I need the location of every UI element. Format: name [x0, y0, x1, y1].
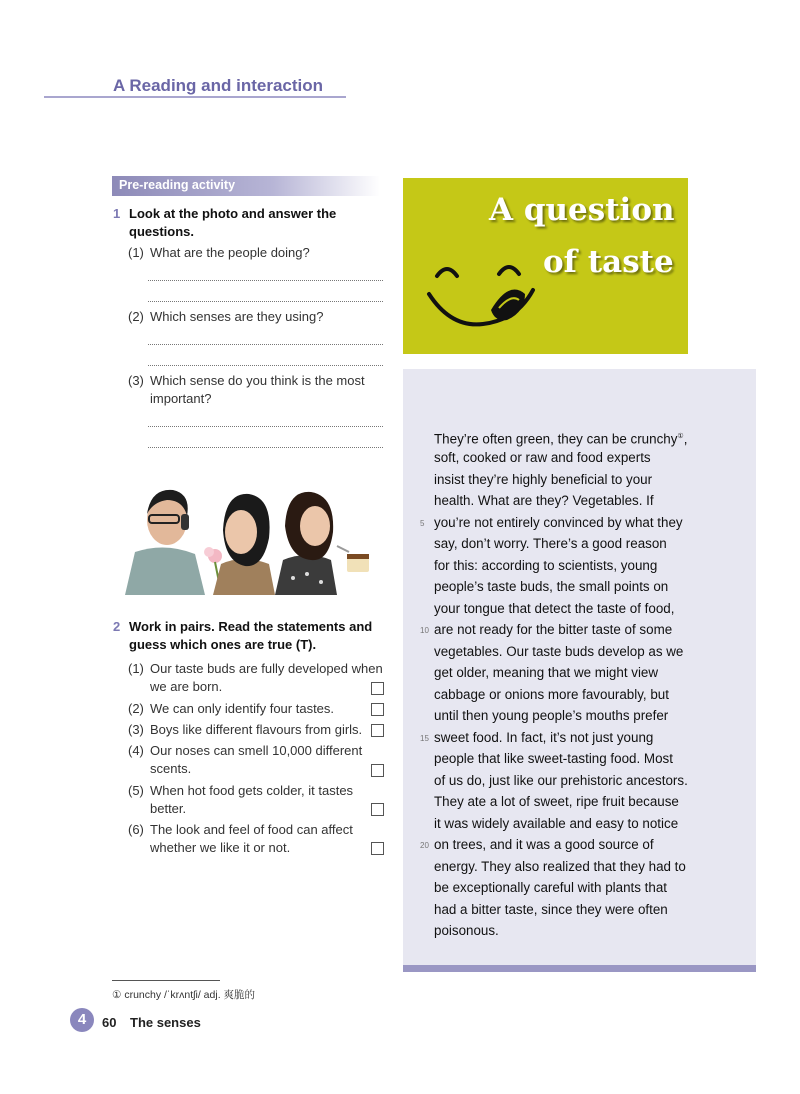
passage-line: poisonous.	[434, 923, 499, 938]
people-tasting-photo	[125, 482, 381, 595]
question-2-text: Work in pairs. Read the statements and guess which ones are true (T).	[129, 619, 373, 652]
question-1-text: Look at the photo and answer the questions.	[129, 206, 337, 239]
section-title: A Reading and interaction	[113, 76, 324, 95]
footnote-divider	[112, 980, 220, 981]
q2-item-2-num: (2)	[128, 701, 144, 716]
q1-item-2-text: Which senses are they using?	[150, 309, 324, 324]
line-number: 15	[420, 734, 429, 743]
line-number: 10	[420, 626, 429, 635]
answer-line[interactable]	[148, 426, 383, 427]
q2-item-6-text: The look and feel of food can affect whether we like it or not.	[150, 822, 353, 855]
q1-item-3-text: Which sense do you think is the most important?	[150, 373, 365, 406]
passage-line: health. What are they? Vegetables. If	[434, 493, 654, 508]
q2-item-6-num: (6)	[128, 822, 144, 837]
yummy-face-icon	[421, 250, 539, 330]
passage-line: They’re often green, they can be crunchy①,	[434, 431, 688, 447]
page-number: 60	[102, 1015, 117, 1030]
question-2-number: 2	[113, 619, 121, 634]
passage-line: people’s taste buds, the small points on	[434, 579, 669, 594]
q2-item-1-num: (1)	[128, 661, 144, 676]
passage-line: had a bitter taste, since they were often	[434, 902, 668, 917]
q1-item-3-num: (3)	[128, 373, 144, 388]
passage-line: for this: according to scientists, young	[434, 558, 658, 573]
q2-item-2-text: We can only identify four tastes.	[150, 701, 335, 716]
passage-line: sweet food. In fact, it’s not just young	[434, 730, 654, 745]
passage-line: until then young people’s mouths prefer	[434, 708, 669, 723]
q2-item-5-text: When hot food gets colder, it tastes better.	[150, 783, 354, 816]
true-checkbox-3[interactable]	[371, 724, 384, 737]
footnote: ① crunchy /ˈkrʌntʃi/ adj. 爽脆的	[112, 989, 256, 1001]
q1-item-1-num: (1)	[128, 245, 144, 260]
passage-line: cabbage or onions more favourably, but	[434, 687, 669, 702]
q1-item-1-text: What are the people doing?	[150, 245, 310, 260]
passage-line: soft, cooked or raw and food experts	[434, 450, 651, 465]
true-checkbox-1[interactable]	[371, 682, 384, 695]
question-1-number: 1	[113, 206, 121, 221]
pre-reading-label: Pre-reading activity	[119, 178, 236, 192]
true-checkbox-6[interactable]	[371, 842, 384, 855]
q2-item-5-num: (5)	[128, 783, 144, 798]
answer-line[interactable]	[148, 365, 383, 366]
section-divider	[44, 96, 346, 98]
passage-line: They ate a lot of sweet, ripe fruit because	[434, 794, 679, 809]
passage-line: on trees, and it was a good source of	[434, 837, 654, 852]
passage-line: insist they’re highly beneficial to your	[434, 472, 653, 487]
passage-line: of us do, just like our prehistoric ancestors.	[434, 773, 688, 788]
passage-line: it was widely available and easy to notice	[434, 816, 679, 831]
passage-line: are not ready for the bitter taste of some	[434, 622, 673, 637]
answer-line[interactable]	[148, 301, 383, 302]
pre-reading-banner	[112, 176, 380, 196]
unit-number: 4	[77, 1011, 87, 1028]
passage-line: people that like sweet-tasting food. Most	[434, 751, 673, 766]
true-checkbox-5[interactable]	[371, 803, 384, 816]
passage-line: you’re not entirely convinced by what they	[434, 515, 683, 530]
passage-line: your tongue that detect the taste of food,	[434, 601, 675, 616]
true-checkbox-4[interactable]	[371, 764, 384, 777]
true-checkbox-2[interactable]	[371, 703, 384, 716]
q2-item-3-num: (3)	[128, 722, 144, 737]
passage-line: get older, meaning that we might view	[434, 665, 659, 680]
article-title-line-2: of taste	[543, 244, 674, 280]
article-title-line-1: A question	[489, 192, 675, 228]
q2-item-3-text: Boys like different flavours from girls.	[150, 722, 363, 737]
q2-item-1-text: Our taste buds are fully developed when we are born.	[150, 661, 383, 694]
passage-line: vegetables. Our taste buds develop as we	[434, 644, 684, 659]
passage-line: be exceptionally careful with plants that	[434, 880, 667, 895]
answer-line[interactable]	[148, 344, 383, 345]
answer-line[interactable]	[148, 280, 383, 281]
passage-line: energy. They also realized that they had to	[434, 859, 686, 874]
q2-item-4-num: (4)	[128, 743, 144, 758]
line-number: 5	[420, 519, 425, 528]
footnote-marker[interactable]: ①	[677, 433, 684, 440]
reading-panel-footer-bar	[403, 965, 756, 972]
line-number: 20	[420, 841, 429, 850]
unit-title: The senses	[130, 1015, 201, 1030]
q1-item-2-num: (2)	[128, 309, 144, 324]
answer-line[interactable]	[148, 447, 383, 448]
q2-item-4-text: Our noses can smell 10,000 different scents.	[150, 743, 363, 776]
passage-line: say, don’t worry. There’s a good reason	[434, 536, 667, 551]
article-title-panel	[403, 178, 688, 354]
